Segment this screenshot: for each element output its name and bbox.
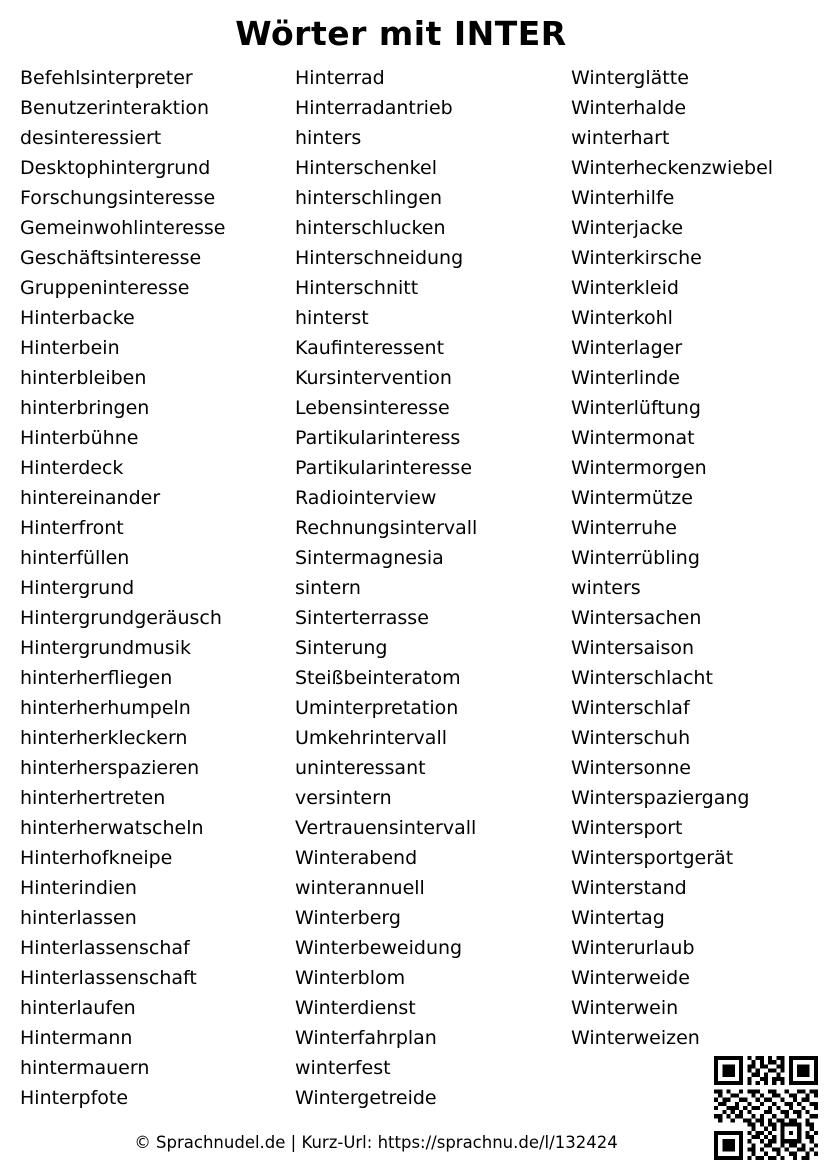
- word-item: Winterlüftung: [571, 397, 701, 419]
- word-item: Wintersportgerät: [571, 847, 734, 869]
- word-column-3: [571, 63, 773, 1053]
- word-item: hintereinander: [20, 487, 161, 509]
- word-item: hinterherspazieren: [20, 757, 200, 779]
- word-item: Hinterlassenschaf: [20, 937, 190, 959]
- word-item: Hinterbacke: [20, 307, 135, 329]
- word-item: Winterschlaf: [571, 697, 690, 719]
- word-item: Winterurlaub: [571, 937, 695, 959]
- word-item: Umkehrintervall: [295, 727, 447, 749]
- word-item: hinterherfliegen: [20, 667, 173, 689]
- word-item: Sinterung: [295, 637, 388, 659]
- word-item: desinteressiert: [20, 127, 162, 149]
- word-item: versintern: [295, 787, 392, 809]
- word-item: Winterhilfe: [571, 187, 675, 209]
- footer-credit: © Sprachnudel.de | Kurz-Url: https://sprachnu.de/l/132424: [134, 1133, 618, 1152]
- word-item: Winterbeweidung: [295, 937, 463, 959]
- word-item: winterhart: [571, 127, 670, 149]
- word-item: Winterberg: [295, 907, 401, 929]
- word-item: Hinterradantrieb: [295, 97, 453, 119]
- word-item: Hintergrundmusik: [20, 637, 191, 659]
- word-item: Steißbeinteratom: [295, 667, 461, 689]
- word-column-1: [20, 63, 225, 1113]
- word-item: Winterfahrplan: [295, 1027, 437, 1049]
- word-item: hinterst: [295, 307, 369, 329]
- word-item: Partikularinteresse: [295, 457, 473, 479]
- word-item: Geschäftsinteresse: [20, 247, 202, 269]
- word-item: hinterlassen: [20, 907, 137, 929]
- word-item: Winterwein: [571, 997, 679, 1019]
- word-item: Winterschuh: [571, 727, 691, 749]
- word-item: Hinterindien: [20, 877, 137, 899]
- word-item: Radiointerview: [295, 487, 437, 509]
- word-item: Winterlinde: [571, 367, 680, 389]
- word-item: Hinterlassenschaft: [20, 967, 197, 989]
- word-item: Hinterpfote: [20, 1087, 129, 1109]
- word-item: Wintergetreide: [295, 1087, 437, 1109]
- word-item: Wintersonne: [571, 757, 691, 779]
- word-item: hintermauern: [20, 1057, 150, 1079]
- word-item: Gruppeninteresse: [20, 277, 190, 299]
- word-item: Winterrübling: [571, 547, 700, 569]
- word-item: Sinterterrasse: [295, 607, 429, 629]
- word-item: Wintermonat: [571, 427, 695, 449]
- word-item: hinterherwatscheln: [20, 817, 204, 839]
- word-item: Winterschlacht: [571, 667, 713, 689]
- page-title: Wörter mit INTER: [235, 14, 567, 53]
- word-item: Winterkirsche: [571, 247, 702, 269]
- word-item: winters: [571, 577, 641, 599]
- word-item: Hinterbühne: [20, 427, 139, 449]
- word-item: Winterweizen: [571, 1027, 700, 1049]
- word-item: winterfest: [295, 1057, 391, 1079]
- word-item: Hinterschnitt: [295, 277, 419, 299]
- word-item: Winterabend: [295, 847, 418, 869]
- word-item: Lebensinteresse: [295, 397, 450, 419]
- word-item: Desktophintergrund: [20, 157, 211, 179]
- word-item: Rechnungsintervall: [295, 517, 478, 539]
- word-item: Winterweide: [571, 967, 690, 989]
- word-item: Vertrauensintervall: [295, 817, 477, 839]
- word-item: hinterlaufen: [20, 997, 136, 1019]
- word-item: Partikularinteress: [295, 427, 461, 449]
- word-item: hinterschlucken: [295, 217, 446, 239]
- word-item: Winterheckenzwiebel: [571, 157, 774, 179]
- word-item: Sintermagnesia: [295, 547, 444, 569]
- word-item: Winterblom: [295, 967, 406, 989]
- word-item: winterannuell: [295, 877, 425, 899]
- word-item: Hinterschenkel: [295, 157, 437, 179]
- word-item: hinterbringen: [20, 397, 150, 419]
- word-item: Uminterpretation: [295, 697, 459, 719]
- word-item: Wintersachen: [571, 607, 702, 629]
- word-item: hinterherhumpeln: [20, 697, 191, 719]
- word-item: hinterherkleckern: [20, 727, 188, 749]
- word-item: Wintermorgen: [571, 457, 707, 479]
- word-item: Hinterfront: [20, 517, 124, 539]
- word-item: Kursintervention: [295, 367, 452, 389]
- word-item: hinters: [295, 127, 362, 149]
- word-item: Winterstand: [571, 877, 687, 899]
- word-item: Wintertag: [571, 907, 665, 929]
- word-item: Hintermann: [20, 1027, 133, 1049]
- word-item: Hinterschneidung: [295, 247, 464, 269]
- word-item: Kaufinteressent: [295, 337, 445, 359]
- word-item: Hintergrund: [20, 577, 135, 599]
- word-item: hinterhertreten: [20, 787, 166, 809]
- word-item: Benutzerinteraktion: [20, 97, 210, 119]
- word-column-2: [295, 63, 477, 1113]
- word-item: Wintersport: [571, 817, 683, 839]
- word-item: Winterdienst: [295, 997, 416, 1019]
- word-item: Befehlsinterpreter: [20, 67, 193, 89]
- word-item: uninteressant: [295, 757, 426, 779]
- word-item: Winterruhe: [571, 517, 677, 539]
- word-item: Hinterbein: [20, 337, 120, 359]
- word-item: Hinterdeck: [20, 457, 124, 479]
- word-item: Winterspaziergang: [571, 787, 750, 809]
- word-item: Forschungsinteresse: [20, 187, 216, 209]
- word-item: Winterglätte: [571, 67, 689, 89]
- word-item: sintern: [295, 577, 361, 599]
- word-item: Winterlager: [571, 337, 683, 359]
- word-item: Wintersaison: [571, 637, 695, 659]
- word-item: Wintermütze: [571, 487, 693, 509]
- word-item: Hintergrundgeräusch: [20, 607, 222, 629]
- word-item: hinterschlingen: [295, 187, 443, 209]
- word-item: Winterhalde: [571, 97, 687, 119]
- word-item: Hinterrad: [295, 67, 385, 89]
- word-item: hinterfüllen: [20, 547, 130, 569]
- word-item: hinterbleiben: [20, 367, 147, 389]
- word-item: Gemeinwohlinteresse: [20, 217, 226, 239]
- word-item: Winterkohl: [571, 307, 673, 329]
- word-item: Winterkleid: [571, 277, 679, 299]
- word-item: Winterjacke: [571, 217, 684, 239]
- word-item: Hinterhofkneipe: [20, 847, 173, 869]
